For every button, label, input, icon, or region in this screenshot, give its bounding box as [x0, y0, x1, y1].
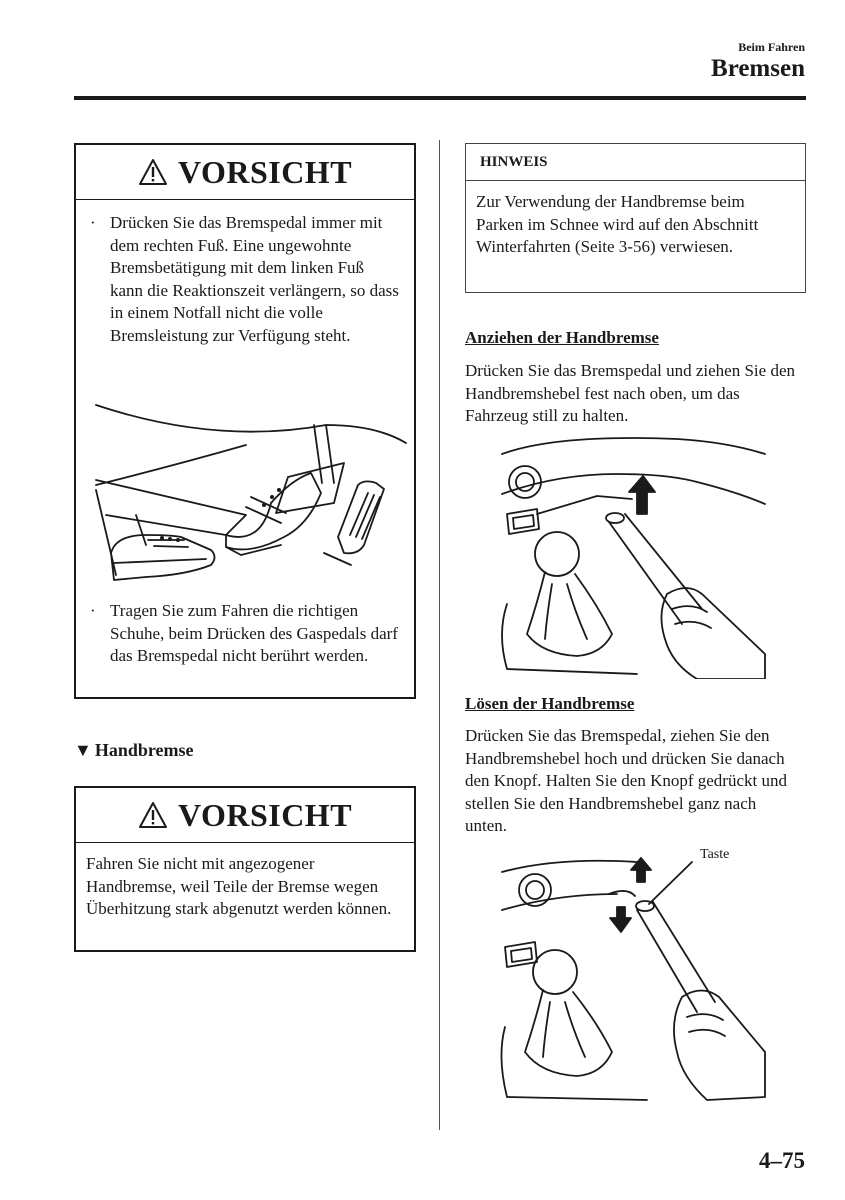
caution-title: VORSICHT: [177, 153, 353, 190]
caution-header: [76, 788, 414, 843]
caution-text: Fahren Sie nicht mit angezogener Handbremse, weil Teile der Bremse wegen Überhitzung stark abgenutzt werden können.: [86, 854, 392, 918]
caution-header: [76, 145, 414, 200]
bullet-dot: ·: [90, 601, 96, 620]
pedal-feet-illustration: [76, 385, 414, 600]
warning-triangle-icon: [138, 158, 168, 186]
caution-box-pedal: [74, 143, 416, 699]
bullet-dot: ·: [90, 213, 96, 232]
section-label: Beim Fahren: [738, 40, 805, 54]
triangle-down-icon: ▼: [74, 740, 92, 760]
release-text: Drücken Sie das Bremspedal, ziehen Sie den Handbremshebel hoch und drücken Sie danach den Knopf. Halten Sie den Knopf gedrückt und stellen Sie den Handbremshebel ganz nach unten.: [465, 726, 787, 835]
column-divider: [439, 140, 440, 1130]
handbrake-heading: [74, 740, 194, 761]
caution-box-handbrake: [74, 786, 416, 952]
button-callout-label: Taste: [700, 847, 730, 862]
page-title: Bremsen: [711, 55, 805, 82]
note-title: HINWEIS: [466, 144, 805, 181]
header-rule: [74, 96, 806, 100]
handbrake-apply-illustration: [497, 434, 767, 679]
apply-text: Drücken Sie das Bremspedal und ziehen Sie den Handbremshebel fest nach oben, um das Fahrzeug still zu halten.: [465, 361, 795, 425]
note-text: Zur Verwendung der Handbremse beim Parken im Schnee wird auf den Abschnitt Winterfahrten (Seite 3-56) verwiesen.: [476, 192, 759, 256]
bullet-text: Drücken Sie das Bremspedal immer mit dem rechten Fuß. Eine ungewohnte Bremsbetätigung mit dem linken Fuß kann die Reaktionszeit verlängern, so dass in einem Notfall nicht die volle Bremsleistung zur Verfügung steht.: [110, 213, 399, 345]
handbrake-heading-text: Handbremse: [94, 740, 194, 760]
warning-triangle-icon: [138, 801, 168, 829]
release-heading: Lösen der Handbremse: [465, 694, 635, 713]
caution-bullet: [76, 600, 400, 668]
handbrake-release-illustration: [497, 852, 767, 1102]
page-number: 4–75: [759, 1148, 805, 1173]
note-box: [465, 143, 806, 293]
caution-title: VORSICHT: [177, 796, 353, 833]
bullet-text: Tragen Sie zum Fahren die richtigen Schuhe, beim Drücken des Gaspedals darf das Bremspedal nicht berührt werden.: [110, 601, 398, 665]
caution-bullet: [76, 212, 414, 347]
apply-heading: Anziehen der Handbremse: [465, 328, 659, 347]
